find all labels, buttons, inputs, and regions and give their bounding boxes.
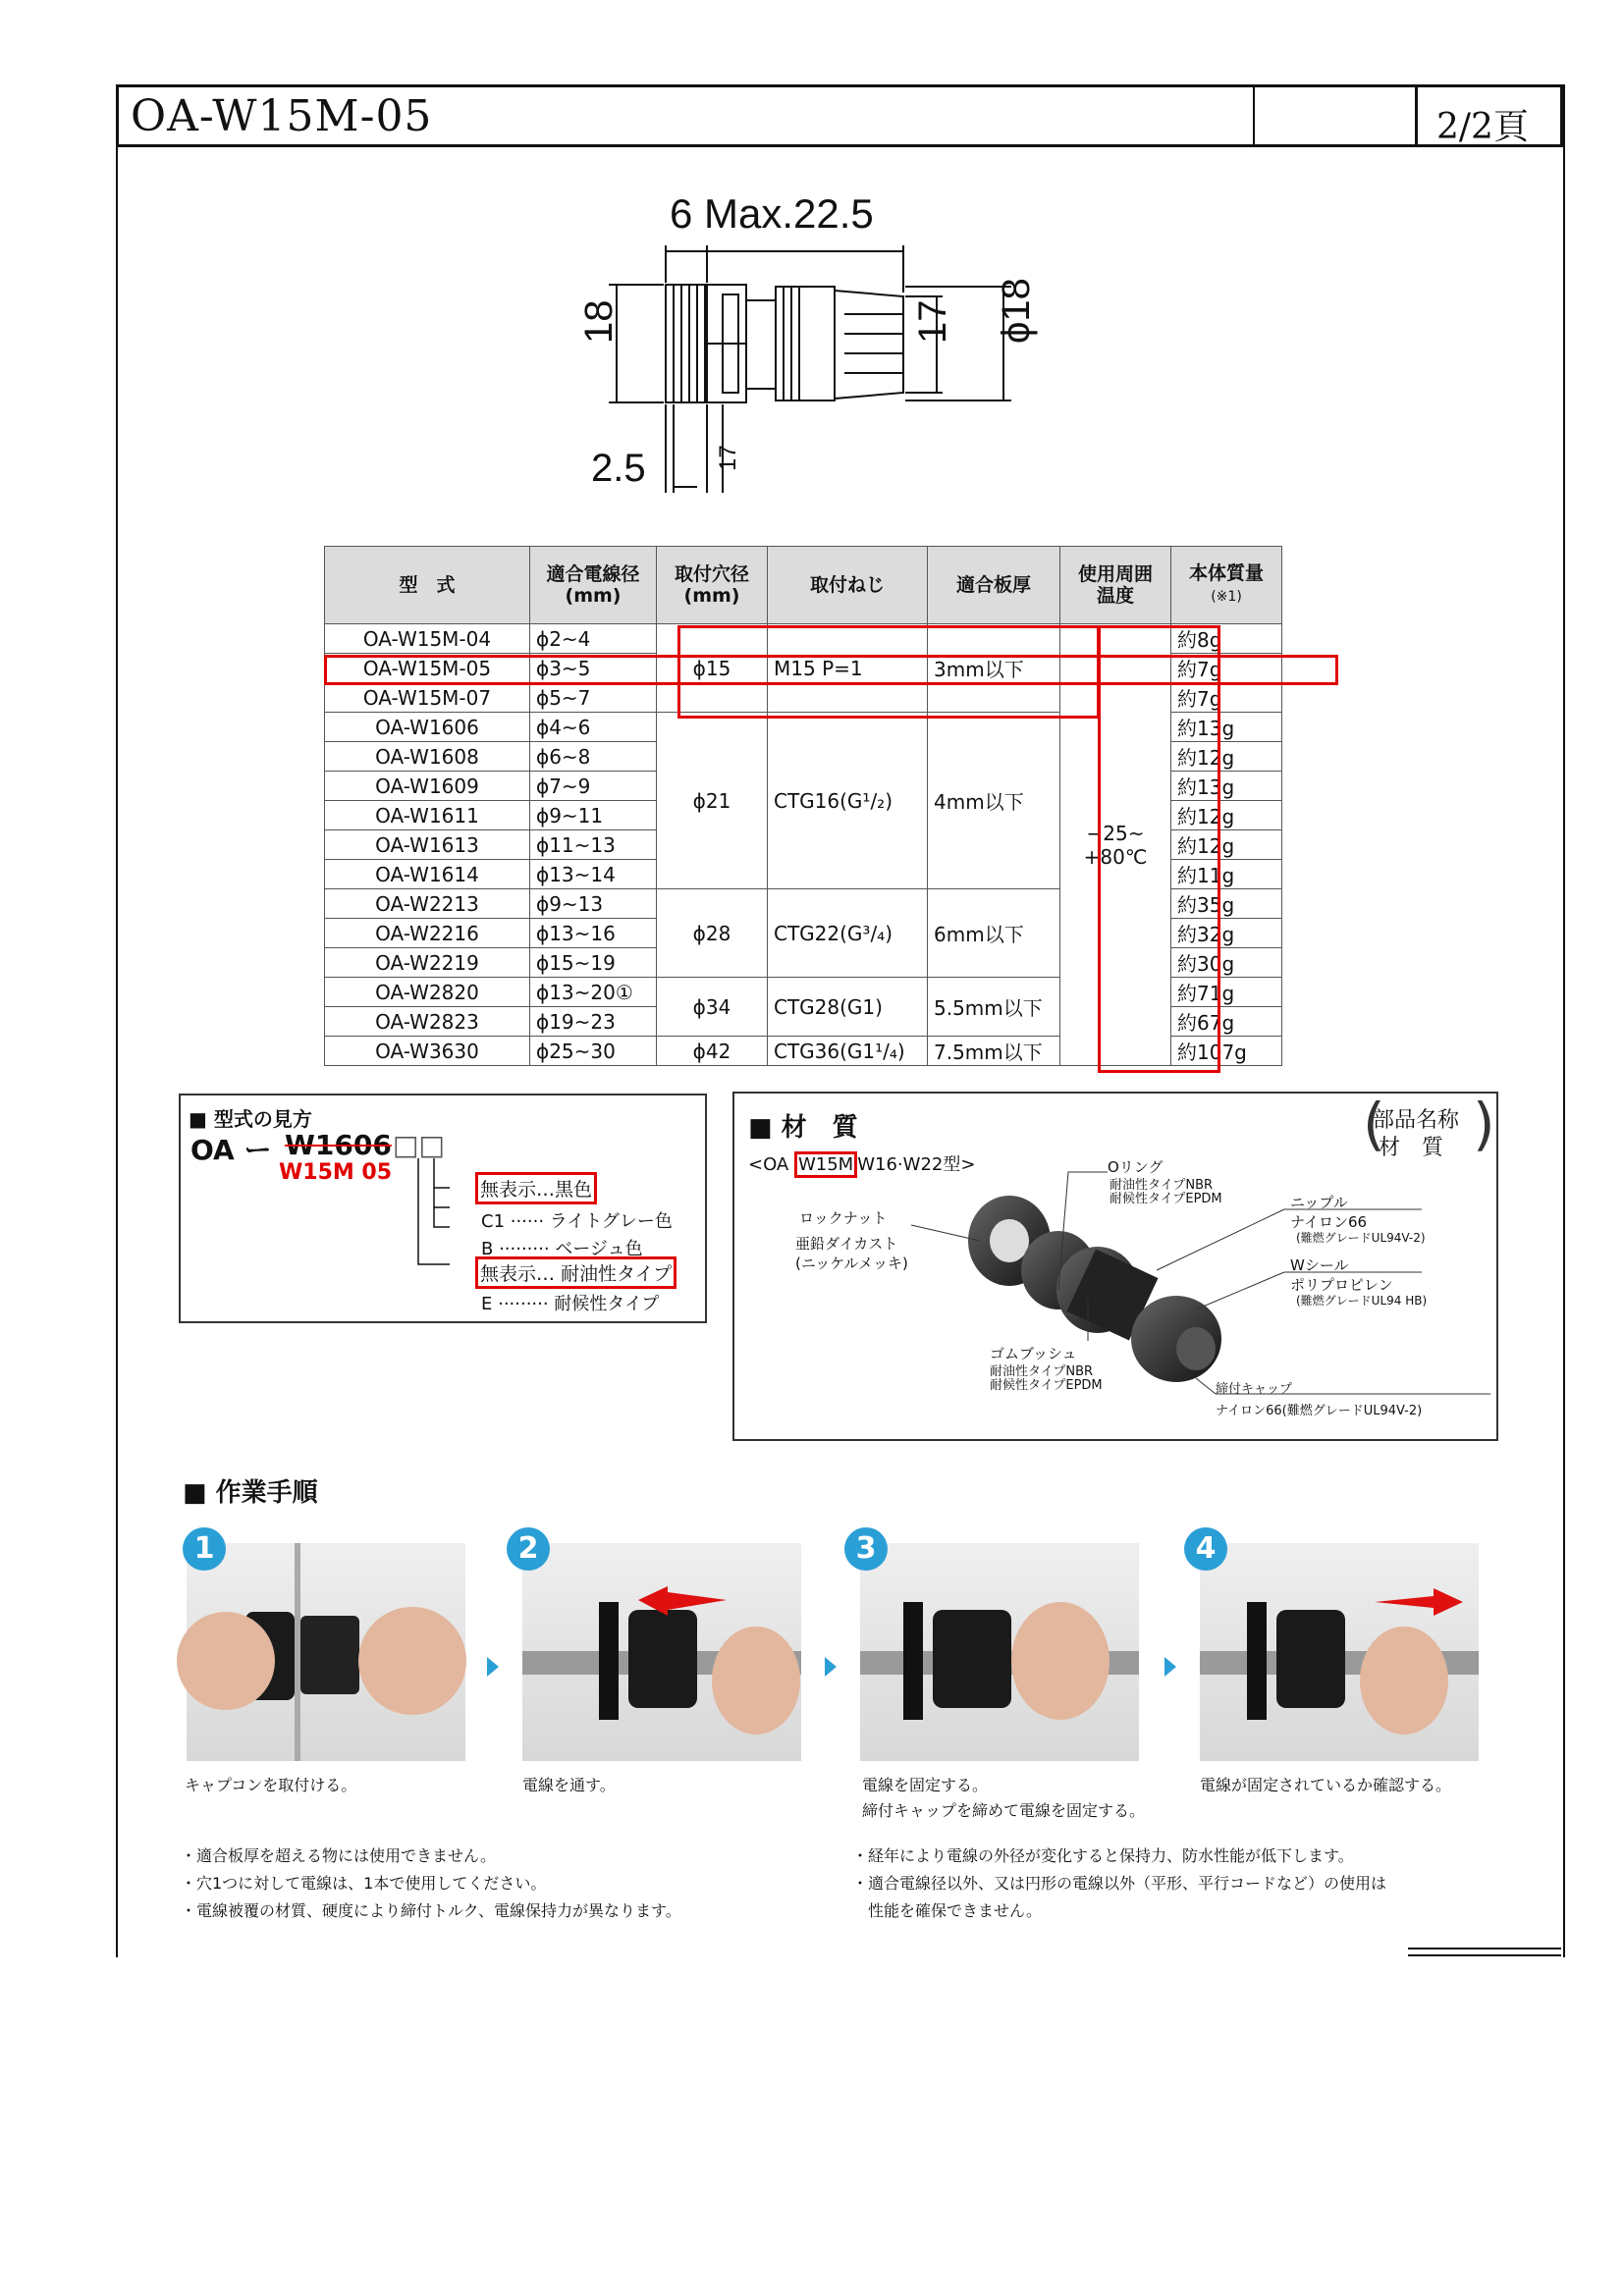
nipple-material-2: (難燃グレードUL94V-2) — [1296, 1231, 1426, 1245]
model-key-box — [179, 1094, 707, 1323]
dim-bottom-small: 17 — [715, 445, 741, 471]
table-header-row — [325, 547, 1282, 624]
cell-thickness: 4mm以下 — [928, 713, 1060, 889]
model-key-heading: ■ 型式の見方 — [189, 1107, 312, 1131]
cell-mass: 約11g — [1171, 860, 1282, 889]
rubber-bush-material-1: 耐油性タイプNBR — [990, 1364, 1094, 1379]
col-mass-label: 本体質量 — [1188, 562, 1264, 584]
o-ring-material-2: 耐候性タイプEPDM — [1110, 1192, 1222, 1206]
cell-model: OA-W2820 — [325, 978, 530, 1007]
cell-model: OA-W1614 — [325, 860, 530, 889]
cell-diameter: ϕ6~8 — [530, 742, 657, 772]
step-badge: 1 — [183, 1527, 226, 1571]
col-thickness — [928, 547, 1060, 624]
cell-mass: 約12g — [1171, 742, 1282, 772]
legend-bracket-left: ( — [1363, 1091, 1385, 1157]
step-3-caption-2: 締付キャップを締めて電線を固定する。 — [862, 1801, 1146, 1820]
option-type-e: E ········· 耐候性タイプ — [481, 1294, 660, 1314]
step-3-caption: 電線を固定する。 — [862, 1776, 989, 1794]
cell-diameter: ϕ7~9 — [530, 772, 657, 801]
cell-diameter: ϕ15~19 — [530, 948, 657, 978]
dim-right-diameter: ϕ18 — [995, 278, 1038, 344]
footer-rule — [1408, 1948, 1561, 1956]
note-right-3: 性能を確保できません。 — [852, 1901, 1042, 1920]
cell-hole: ϕ21 — [657, 713, 768, 889]
cell-model: OA-W15M-04 — [325, 624, 530, 654]
option-color-b: B ········· ベージュ色 — [481, 1239, 643, 1259]
nipple-material-1: ナイロン66 — [1290, 1213, 1368, 1231]
cell-hole: ϕ28 — [657, 889, 768, 978]
col-diameter-label: 適合電線径 — [546, 563, 640, 585]
note-left-1: ・適合板厚を超える物には使用できません。 — [181, 1846, 496, 1865]
note-left-3: ・電線被覆の材質、硬度により締付トルク、電線保持力が異なります。 — [181, 1901, 681, 1920]
rubber-bush-material-2: 耐候性タイプEPDM — [990, 1378, 1103, 1393]
col-temperature-label: 使用周囲 — [1077, 563, 1153, 585]
cell-diameter: ϕ11~13 — [530, 830, 657, 860]
cell-mass: 約13g — [1171, 772, 1282, 801]
step-arrow-icon — [487, 1657, 499, 1677]
cell-thickness: 6mm以下 — [928, 889, 1060, 978]
cell-mass: 約71g — [1171, 978, 1282, 1007]
cell-diameter: ϕ3~5 — [530, 654, 657, 683]
cell-hole: ϕ15 — [657, 624, 768, 713]
cell-thread: CTG16(G¹/₂) — [768, 713, 928, 889]
cell-model: OA-W2216 — [325, 919, 530, 948]
cell-model: OA-W2823 — [325, 1007, 530, 1037]
cell-model: OA-W15M-05 — [325, 654, 530, 683]
legend-bracket-right: ) — [1473, 1091, 1495, 1157]
header-divider — [1253, 87, 1255, 144]
cell-thread: CTG28(G1) — [768, 978, 928, 1037]
note-right-2: ・適合電線径以外、又は円形の電線以外（平形、平行コードなど）の使用は — [852, 1874, 1387, 1893]
col-model-label: 型 式 — [399, 574, 456, 596]
series-highlight: W15M — [794, 1151, 857, 1178]
document-title: OA-W15M-05 — [131, 91, 433, 141]
cell-thread: CTG22(G³/₄) — [768, 889, 928, 978]
col-mass — [1171, 547, 1282, 624]
cell-mass: 約107g — [1171, 1037, 1282, 1066]
col-temperature — [1060, 547, 1171, 624]
step-badge: 4 — [1184, 1527, 1227, 1571]
locknut-material-1: 亜鉛ダイカスト — [795, 1235, 898, 1253]
cell-diameter: ϕ9~11 — [530, 801, 657, 830]
cell-model: OA-W15M-07 — [325, 683, 530, 713]
series-prefix: <OA — [748, 1154, 789, 1175]
cell-diameter: ϕ25~30 — [530, 1037, 657, 1066]
step-4-caption: 電線が固定されているか確認する。 — [1200, 1776, 1452, 1794]
model-code-boxes: □□ — [393, 1129, 445, 1161]
cell-model: OA-W1608 — [325, 742, 530, 772]
step-badge: 2 — [507, 1527, 550, 1571]
step-illustrations — [0, 1543, 1624, 1769]
dim-bottom-label: 2.5 — [591, 447, 646, 490]
cell-mass: 約12g — [1171, 801, 1282, 830]
cell-thickness: 3mm以下 — [928, 624, 1060, 713]
dimension-drawing — [550, 177, 1060, 520]
cell-thickness: 7.5mm以下 — [928, 1037, 1060, 1066]
model-code-prefix: OA ー — [190, 1134, 272, 1166]
highlight-temperature — [1098, 625, 1220, 1073]
cell-diameter: ϕ13~14 — [530, 860, 657, 889]
cell-mass: 約32g — [1171, 919, 1282, 948]
col-thickness-label: 適合板厚 — [955, 574, 1031, 596]
cell-model: OA-W1611 — [325, 801, 530, 830]
wseal-label: Wシール — [1290, 1256, 1349, 1274]
material-legend-material: 材 質 — [1379, 1136, 1444, 1160]
col-hole-label: 取付穴径 — [674, 563, 749, 585]
cell-hole: ϕ34 — [657, 978, 768, 1037]
col-hole-unit: (mm) — [683, 585, 740, 607]
cell-diameter: ϕ9~13 — [530, 889, 657, 919]
col-hole — [657, 547, 768, 624]
nipple-label: ニップル — [1290, 1194, 1348, 1211]
option-type-default: 無表示… 耐油性タイプ — [475, 1256, 677, 1289]
cell-mass: 約35g — [1171, 889, 1282, 919]
rubber-bush-label: ゴムブッシュ — [990, 1345, 1077, 1362]
step-2-caption: 電線を通す。 — [522, 1776, 616, 1794]
cell-model: OA-W3630 — [325, 1037, 530, 1066]
cell-model: OA-W1606 — [325, 713, 530, 742]
cell-mass: 約7g — [1171, 654, 1282, 683]
step-arrow-icon — [1164, 1657, 1176, 1677]
cap-label: 締付キャップ — [1216, 1382, 1293, 1397]
header-divider — [1415, 87, 1418, 144]
cell-model: OA-W1613 — [325, 830, 530, 860]
model-code-struck: W1606 — [285, 1129, 392, 1161]
col-temperature-label-2: 温度 — [1096, 585, 1134, 607]
cell-thickness: 5.5mm以下 — [928, 978, 1060, 1037]
locknut-material-2: (ニッケルメッキ) — [795, 1255, 908, 1272]
cell-model: OA-W2213 — [325, 889, 530, 919]
o-ring-label: Oリング — [1108, 1158, 1164, 1176]
o-ring-material-1: 耐油性タイプNBR — [1110, 1178, 1214, 1193]
cell-diameter: ϕ4~6 — [530, 713, 657, 742]
step-1-caption: キャプコンを取付ける。 — [185, 1776, 357, 1794]
note-right-1: ・経年により電線の外径が変化すると保持力、防水性能が低下します。 — [852, 1846, 1354, 1865]
material-heading: ■ 材 質 — [748, 1113, 858, 1143]
cell-thread: CTG36(G1¹/₄) — [768, 1037, 928, 1066]
cell-mass: 約7g — [1171, 683, 1282, 713]
wseal-material-2: (難燃グレードUL94 HB) — [1296, 1294, 1428, 1308]
col-thread-label: 取付ねじ — [809, 574, 885, 596]
cell-hole: ϕ42 — [657, 1037, 768, 1066]
cell-diameter: ϕ13~16 — [530, 919, 657, 948]
option-color-default: 無表示…黒色 — [475, 1172, 597, 1204]
col-diameter — [530, 547, 657, 624]
dim-right-height-17: 17 — [911, 299, 954, 344]
cell-temperature: −25~ +80℃ — [1060, 624, 1171, 1066]
cell-mass: 約8g — [1171, 624, 1282, 654]
note-left-2: ・穴1つに対して電線は、1本で使用してください。 — [181, 1874, 547, 1893]
series-suffix: W16·W22型> — [857, 1154, 976, 1175]
step-badge: 3 — [844, 1527, 888, 1571]
cap-material: ナイロン66(難燃グレードUL94V-2) — [1216, 1404, 1423, 1418]
cell-diameter: ϕ13~20① — [530, 978, 657, 1007]
cell-thread: M15 P=1 — [768, 624, 928, 713]
cell-diameter: ϕ19~23 — [530, 1007, 657, 1037]
col-diameter-unit: (mm) — [565, 585, 622, 607]
material-box — [732, 1092, 1498, 1441]
col-model — [325, 547, 530, 624]
option-color-c1: C1 ······ ライトグレー色 — [481, 1211, 673, 1232]
step-arrow-icon — [825, 1657, 837, 1677]
material-legend-part: 部品名称 — [1373, 1108, 1460, 1133]
cell-diameter: ϕ5~7 — [530, 683, 657, 713]
procedure-heading: ■ 作業手順 — [183, 1478, 318, 1508]
col-thread — [768, 547, 928, 624]
model-key-tree — [405, 1156, 483, 1304]
cell-mass: 約13g — [1171, 713, 1282, 742]
cell-model: OA-W2219 — [325, 948, 530, 978]
dim-left-height: 18 — [577, 299, 621, 344]
material-leader-lines — [734, 1091, 1500, 1443]
wseal-material-1: ポリプロピレン — [1290, 1276, 1393, 1294]
locknut-label: ロックナット — [799, 1209, 888, 1227]
cell-mass: 約30g — [1171, 948, 1282, 978]
col-mass-note: (※1) — [1211, 589, 1242, 605]
cell-mass: 約12g — [1171, 830, 1282, 860]
highlight-group-w15m — [677, 625, 1100, 719]
cell-mass: 約67g — [1171, 1007, 1282, 1037]
model-code-override: W15M 05 — [279, 1160, 393, 1185]
cell-model: OA-W1609 — [325, 772, 530, 801]
cell-diameter: ϕ2~4 — [530, 624, 657, 654]
document-header — [116, 84, 1563, 147]
page-number: 2/2頁 — [1436, 107, 1529, 147]
dim-top-label: 6 Max.22.5 — [670, 190, 874, 237]
